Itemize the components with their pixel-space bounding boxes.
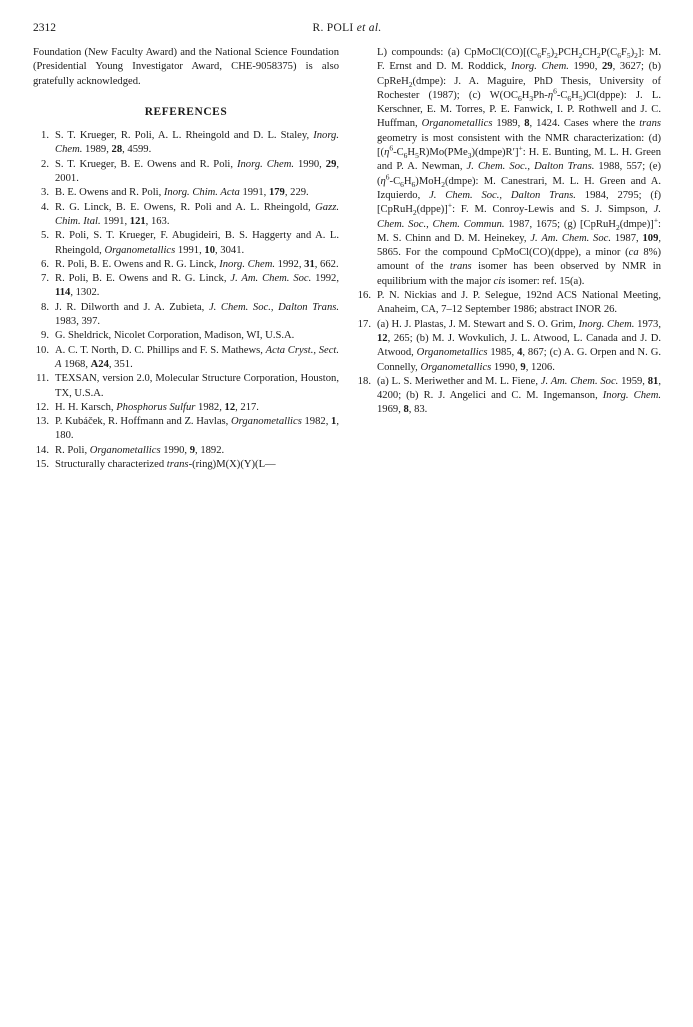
right-column [355,46,661,418]
reference-number: 17. [357,318,371,330]
reference-number: 18. [357,375,371,387]
reference-number: 12. [35,401,49,413]
reference-text: R. Poli, B. E. Owens and R. G. Linck, Inorg. Chem. 1992, 31, 662. [55,258,339,270]
reference-text: A. C. T. North, D. C. Phillips and F. S. Mathews, Acta Cryst., Sect. A 1968, A24, 351. [55,344,340,370]
reference-item [33,158,339,187]
reference-item [33,272,339,301]
reference-number: 2. [41,158,49,170]
reference-number: 9. [41,330,49,342]
reference-list-left [33,129,339,472]
references-heading: REFERENCES [144,105,228,118]
reference-number: 8. [41,301,49,313]
acknowledgement-paragraph: Foundation (New Faculty Award) and the National Science Foundation (Presidential Young Investigator Award, CHE-9058375) is also gratefully acknowledged. [33,47,339,87]
reference-number: 7. [41,273,49,285]
reference-number: 5. [41,230,49,242]
reference-15-continuation: L) compounds: (a) $CpMoCl(CO)[(C_6F_5)_2PCH_2CH_2P(C_6F_5)_2]$: M. F. Ernst and D. M. Roddick, Inorg. Chem. 1990, 29, 3627; (b) CpReH$_2$(dmpe): J. A. Maguire, PhD Thesis, University of Rochester (1987); (c) $W(OC_6H_3Ph-\eta^6-C_6H_5)Cl(dppe)$: J. L. Kerschner, E. M. Torres, P. E. Fanwick, I. P. Rothwell and J. C. Huffman, Organometallics 1989, 8, 1424. Cases where the trans geometry is most consistent with the NMR characterization: (d) $[(\eta^6-C_6H_5R)Mo(PMe_3)(dmpe)R']^+$: H. E. Bunting, M. L. H. Green and P. A. Newman, J. Chem. Soc., Dalton Trans. 1988, 557; (e) $(\eta^6-C_6H_6)MoH_2(dmpe)$: M. Canestrari, M. L. H. Green and A. Izquierdo, J. Chem. Soc., Dalton Trans. 1984, 2795; (f) [CpRuH$_2$(dppe)]+: F. M. Conroy-Lewis and S. J. Simpson, J. Chem. Soc., Chem. Commun. 1987, 1675; (g) [CpRuH$_2$(dmpe)]+: M. S. Chinn and D. M. Heinekey, J. Am. Chem. Soc. 1987, 109, 5865. For the compound CpMoCl(CO)(dppe), a minor (ca 8%) amount of the trans isomer has been observed by NMR in equilibrium with the major cis isomer: ref. 15(a). [377,47,662,287]
running-head-authors: R. POLI [312,22,354,34]
reference-text: J. R. Dilworth and J. A. Zubieta, J. Chem. Soc., Dalton Trans. 1983, 397. [55,301,340,328]
reference-text: R. Poli, S. T. Krueger, F. Abugideiri, B. S. Haggerty and A. L. Rheingold, Organometallics 1991, 10, 3041. [55,230,339,256]
reference-number: 1. [41,130,49,142]
reference-text: P. N. Nickias and J. P. Selegue, 192nd ACS National Meeting, Anaheim, CA, 7–12 September 1986; abstract INOR 26. [377,290,661,316]
reference-text: (a) H. J. Plastas, J. M. Stewart and S. O. Grim, Inorg. Chem. 1973, 12, 265; (b) M. J. Wovkulich, J. L. Atwood, L. Canada and J. D. Atwood, Organometallics 1985, 4, 867; (c) A. G. Orpen and N. G. Connelly, Organometallics 1990, 9, 1206. [377,318,662,373]
reference-text: Structurally characterized trans-(ring)M(X)(Y)(L— [55,459,276,471]
reference-number: 13. [35,416,49,428]
reference-item [33,329,339,343]
reference-number: 4. [41,201,49,213]
reference-text: S. T. Krueger, R. Poli, A. L. Rheingold and D. L. Staley, Inorg. Chem. 1989, 28, 4599. [55,130,339,156]
reference-item [33,401,339,415]
reference-item [33,458,339,472]
reference-item [33,129,339,158]
page-header [33,22,661,38]
reference-item [33,415,339,444]
reference-text: H. H. Karsch, Phosphorus Sulfur 1982, 12, 217. [55,401,259,413]
reference-text: G. Sheldrick, Nicolet Corporation, Madison, WI, U.S.A. [55,330,295,342]
reference-item [33,444,339,458]
reference-item [33,201,339,230]
reference-text: R. Poli, Organometallics 1990, 9, 1892. [55,444,225,456]
reference-number: 6. [41,258,49,270]
reference-item [33,344,339,373]
reference-item [33,372,339,401]
reference-number: 10. [35,344,49,356]
reference-number: 14. [35,444,49,456]
reference-item [33,229,339,258]
reference-item [33,186,339,200]
running-head [33,22,661,34]
page-number: 2312 [33,22,56,34]
reference-item [33,301,339,330]
reference-text: B. E. Owens and R. Poli, Inorg. Chim. Acta 1991, 179, 229. [55,187,309,199]
reference-number: 11. [36,373,49,385]
reference-text: R. Poli, B. E. Owens and R. G. Linck, J. Am. Chem. Soc. 1992, 114, 1302. [55,273,340,299]
reference-list-right [355,289,661,418]
reference-item [355,318,661,375]
running-head-etal: et al. [356,22,382,34]
left-column [33,46,339,472]
reference-text: R. G. Linck, B. E. Owens, R. Poli and A. L. Rheingold, Gazz. Chim. Ital. 1991, 121, 163. [55,201,339,227]
reference-text: (a) L. S. Meriwether and M. L. Fiene, J. Am. Chem. Soc. 1959, 81, 4200; (b) R. J. Angelici and C. M. Ingemanson, Inorg. Chem. 1969, 8, 83. [377,375,661,416]
reference-text: S. T. Krueger, B. E. Owens and R. Poli, Inorg. Chem. 1990, 29, 2001. [55,158,340,185]
reference-item [355,289,661,318]
reference-number: 15. [35,459,49,471]
reference-number: 3. [41,187,49,199]
reference-text: TEXSAN, version 2.0, Molecular Structure Corporation, Houston, TX, U.S.A. [55,373,339,399]
reference-number: 16. [357,290,371,302]
reference-item [355,375,661,418]
reference-item [33,258,339,272]
reference-text: P. Kubáček, R. Hoffmann and Z. Havlas, Organometallics 1982, 1, 180. [55,416,339,442]
